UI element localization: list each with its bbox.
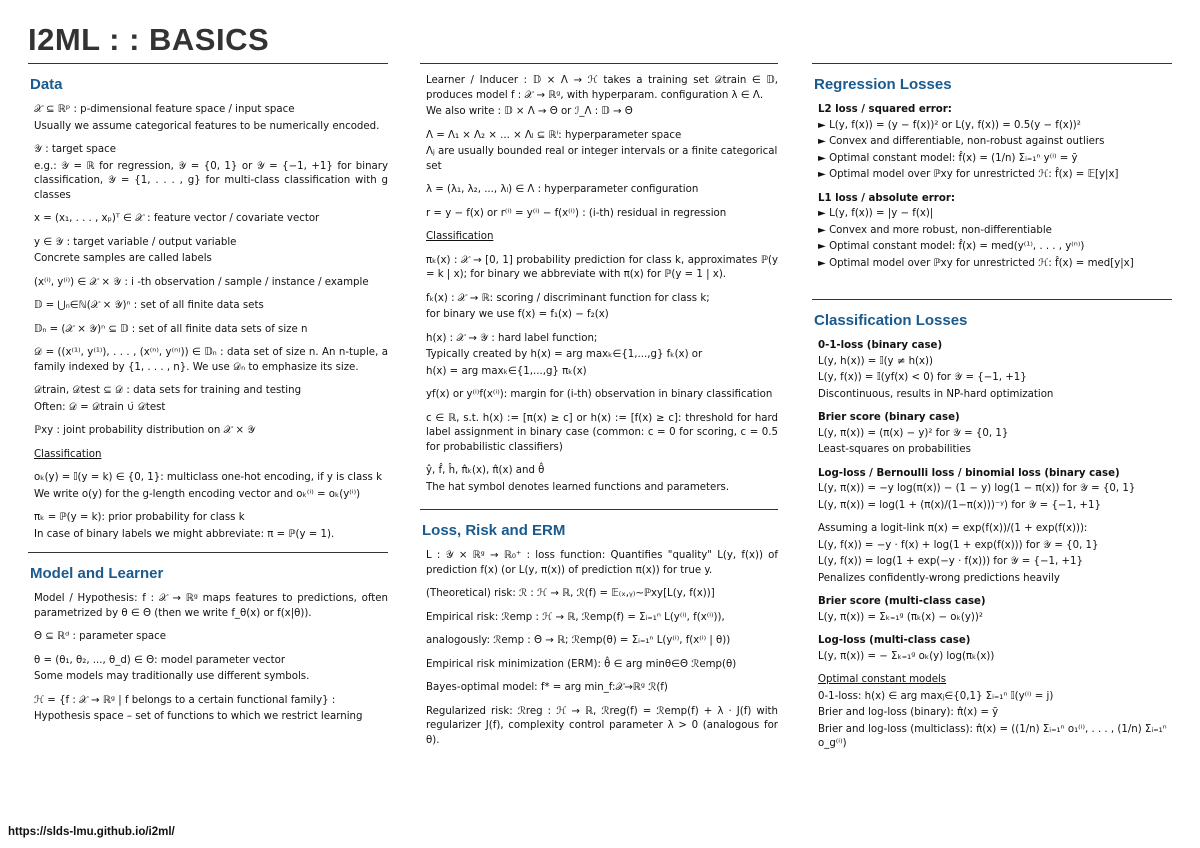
loss-name: Brier score (binary case)	[818, 412, 960, 423]
subheading: Optimal constant models	[818, 674, 947, 685]
text-line: ℙxy : joint probability distribution on 𝒳 × 𝒴	[34, 425, 256, 436]
text-line: Penalizes confidently-wrong predictions heavily	[818, 572, 1060, 584]
text-line: 𝒟 = ((x⁽¹⁾, y⁽¹⁾), . . . , (x⁽ⁿ⁾, y⁽ⁿ⁾)) ∈ 𝔻ₙ : data set of size n. An n-tuple, a family indexed by {1, . . . , n}. We use 𝒟ₙ to emphasize its size.	[34, 347, 388, 373]
text-line: Concrete samples are called labels	[34, 253, 212, 264]
text-line: In case of binary labels we might abbreviate: π = ℙ(y = 1).	[34, 528, 335, 540]
text-line: L : 𝒴 × ℝᵍ → ℝ₀⁺ : loss function: Quantifies "quality" L(y, f(x)) of prediction f(x) (or L(y, π(x)) of prediction π(x)) for true y.	[426, 550, 778, 576]
section-learner	[420, 63, 778, 495]
text-line: πₖ = ℙ(y = k): prior probability for class k	[34, 512, 245, 523]
footer-url: https://slds-lmu.github.io/i2ml/	[8, 826, 175, 838]
text-line: Λ = Λ₁ × Λ₂ × ... × Λₗ ⊆ ℝˡ: hyperparameter space	[426, 129, 682, 141]
bullet-item: ► L(y, f(x)) = (y − f(x))² or L(y, f(x)) = 0.5(y − f(x))²	[818, 119, 1081, 131]
text-line: Model / Hypothesis: f : 𝒳 → ℝᵍ maps features to predictions, often parametrized by θ ∈ Θ (then we write f_θ(x) or f(x|θ)).	[34, 593, 388, 619]
subheading: Classification	[426, 231, 494, 242]
text-line: Discontinuous, results in NP-hard optimization	[818, 388, 1054, 400]
text-line: y ∈ 𝒴 : target variable / output variable	[34, 236, 237, 248]
page-title: I2ML : : BASICS	[28, 22, 270, 57]
text-line: L(y, π(x)) = Σₖ₌₁ᵍ (πₖ(x) − oₖ(y))²	[818, 611, 983, 623]
text-line: Λⱼ are usually bounded real or integer intervals or a finite categorical set	[426, 146, 778, 172]
text-line: (Theoretical) risk: ℛ : ℋ → ℝ, ℛ(f) = 𝔼₍ₓ,ᵧ₎∼ℙxy[L(y, f(x))]	[426, 588, 715, 599]
subheading: Classification	[34, 448, 102, 460]
section-heading: Regression Losses	[814, 76, 952, 93]
text-line: πₖ(x) : 𝒳 → [0, 1] probability prediction for class k, approximates ℙ(y = k | x); for binary we abbreviate with π(x) for ℙ(y = 1 | x).	[426, 254, 778, 280]
loss-name: Log-loss / Bernoulli loss / binomial loss (binary case)	[818, 467, 1120, 479]
text-line: 0-1-loss: h(x) ∈ arg maxⱼ∈{0,1} Σᵢ₌₁ⁿ 𝕀(y⁽ⁱ⁾ = j)	[818, 690, 1054, 702]
bullet-item: ► Convex and differentiable, non-robust against outliers	[818, 136, 1105, 147]
text-line: Brier and log-loss (binary): π̂(x) = ȳ	[818, 707, 999, 718]
section-heading: Data	[30, 76, 63, 93]
text-line: (x⁽ⁱ⁾, y⁽ⁱ⁾) ∈ 𝒳 × 𝒴 : i -th observation / sample / instance / example	[34, 276, 369, 288]
text-line: h(x) : 𝒳 → 𝒴 : hard label function;	[426, 332, 598, 344]
text-line: for binary we use f(x) = f₁(x) − f₂(x)	[426, 309, 609, 320]
text-line: Regularized risk: ℛreg : ℋ → ℝ, ℛreg(f) = ℛemp(f) + λ · J(f) with regularizer J(f), complexity control parameter λ > 0 (analogous for θ).	[426, 705, 778, 746]
text-line: 𝒴 : target space	[34, 144, 116, 155]
text-line: L(y, f(x)) = 𝕀(yf(x) < 0) for 𝒴 = {−1, +1}	[818, 372, 1027, 383]
column-middle	[420, 63, 778, 757]
column-left	[28, 63, 388, 734]
loss-name: Log-loss (multi-class case)	[818, 635, 971, 646]
text-line: analogously: ℛemp : Θ → ℝ; ℛemp(θ) = Σᵢ₌₁ⁿ L(y⁽ⁱ⁾, f(x⁽ⁱ⁾ | θ))	[426, 635, 731, 646]
text-line: fₖ(x) : 𝒳 → ℝ: scoring / discriminant function for class k;	[426, 292, 710, 304]
text-line: Bayes-optimal model: f* = arg min_f:𝒳→ℝᵍ ℛ(f)	[426, 682, 668, 693]
section-regression-losses	[812, 63, 1172, 271]
loss-name: L2 loss / squared error:	[818, 104, 952, 115]
text-line: θ = (θ₁, θ₂, ..., θ_d) ∈ Θ: model parameter vector	[34, 654, 286, 666]
loss-name: Brier score (multi-class case)	[818, 596, 986, 607]
text-line: x = (x₁, . . . , xₚ)ᵀ ∈ 𝒳 : feature vector / covariate vector	[34, 213, 320, 224]
text-line: h(x) = arg maxₖ∈{1,...,g} πₖ(x)	[426, 365, 587, 377]
loss-name: 0-1-loss (binary case)	[818, 340, 943, 351]
text-line: We also write : 𝔻 × Λ → Θ or ℐ_Λ : 𝔻 → Θ	[426, 106, 633, 117]
text-line: Empirical risk minimization (ERM): θ̂ ∈ arg minθ∈Θ ℛemp(θ)	[426, 658, 737, 670]
text-line: ŷ, f̂, ĥ, π̂ₖ(x), π̂(x) and θ̂	[426, 465, 545, 476]
bullet-item: ► L(y, f(x)) = |y − f(x)|	[818, 208, 934, 219]
text-line: 𝒟train, 𝒟test ⊆ 𝒟 : data sets for training and testing	[34, 385, 302, 396]
section-classification-losses	[812, 299, 1172, 752]
text-line: yf(x) or y⁽ⁱ⁾f(x⁽ⁱ⁾): margin for (i-th) observation in binary classification	[426, 389, 773, 400]
loss-name: L1 loss / absolute error:	[818, 192, 955, 204]
bullet-item: ► Optimal constant model: f̂(x) = med(y⁽¹⁾, . . . , y⁽ⁿ⁾)	[818, 241, 1085, 252]
text-line: Typically created by h(x) = arg maxₖ∈{1,...,g} fₖ(x) or	[426, 349, 703, 360]
text-line: c ∈ ℝ, s.t. h(x) := [π(x) ≥ c] or h(x) := [f(x) ≥ c]: threshold for hard label assignment in binary case (common: c = 0 for scoring, c = 0.5 for probabilistic classifiers)	[426, 412, 778, 453]
text-line: L(y, f(x)) = −y · f(x) + log(1 + exp(f(x))) for 𝒴 = {0, 1}	[818, 539, 1099, 551]
text-line: ℋ = {f : 𝒳 → ℝᵍ | f belongs to a certain functional family} :	[34, 694, 336, 706]
text-line: Often: 𝒟 = 𝒟train ∪̇ 𝒟test	[34, 401, 166, 413]
text-line: e.g.: 𝒴 = ℝ for regression, 𝒴 = {0, 1} or 𝒴 = {−1, +1} for binary classification, 𝒴 = {1, . . . , g} for multi-class classification with g classes	[34, 160, 388, 201]
text-line: Brier and log-loss (multiclass): π̂(x) = ((1/n) Σᵢ₌₁ⁿ o₁⁽ⁱ⁾, . . . , (1/n) Σᵢ₌₁ⁿ o_g⁽ⁱ⁾)	[818, 723, 1167, 749]
text-line: λ = (λ₁, λ₂, ..., λₗ) ∈ Λ : hyperparameter configuration	[426, 184, 699, 195]
section-heading: Loss, Risk and ERM	[422, 522, 566, 539]
text-line: 𝒳 ⊆ ℝᵖ : p-dimensional feature space / input space	[34, 104, 295, 115]
text-line: 𝔻ₙ = (𝒳 × 𝒴)ⁿ ⊆ 𝔻 : set of all finite data sets of size n	[34, 323, 308, 335]
text-line: r = y − f(x) or r⁽ⁱ⁾ = y⁽ⁱ⁾ − f(x⁽ⁱ⁾) : (i-th) residual in regression	[426, 207, 727, 219]
text-line: Hypothesis space – set of functions to which we restrict learning	[34, 711, 363, 722]
section-data	[28, 63, 388, 542]
bullet-item: ► Convex and more robust, non-differentiable	[818, 224, 1052, 236]
bullet-item: ► Optimal model over ℙxy for unrestricted ℋ: f̂(x) = 𝔼[y|x]	[818, 169, 1119, 180]
text-line: Empirical risk: ℛemp : ℋ → ℝ, ℛemp(f) = Σᵢ₌₁ⁿ L(y⁽ⁱ⁾, f(x⁽ⁱ⁾)),	[426, 611, 725, 623]
text-line: Usually we assume categorical features to be numerically encoded.	[34, 120, 380, 132]
text-line: L(y, π(x)) = (π(x) − y)² for 𝒴 = {0, 1}	[818, 427, 1009, 439]
text-line: Learner / Inducer : 𝔻 × Λ → ℋ takes a training set 𝒟train ∈ 𝔻, produces model f : 𝒳 → ℝᵍ, with hyperparam. configuration λ ∈ Λ.	[426, 75, 778, 101]
text-line: 𝔻 = ⋃ₙ∈ℕ(𝒳 × 𝒴)ⁿ : set of all finite data sets	[34, 300, 264, 311]
text-line: Θ ⊆ ℝᵈ : parameter space	[34, 631, 167, 642]
section-model-learner	[28, 552, 388, 725]
text-line: oₖ(y) = 𝕀(y = k) ∈ {0, 1}: multiclass one-hot encoding, if y is class k	[34, 472, 382, 483]
text-line: L(y, π(x)) = log(1 + (π(x)/(1−π(x)))⁻ʸ) for 𝒴 = {−1, +1}	[818, 499, 1101, 511]
bullet-item: ► Optimal model over ℙxy for unrestricted ℋ: f̂(x) = med[y|x]	[818, 257, 1134, 269]
text-line: L(y, f(x)) = log(1 + exp(−y · f(x))) for 𝒴 = {−1, +1}	[818, 556, 1084, 567]
bullet-item: ► Optimal constant model: f̂(x) = (1/n) Σᵢ₌₁ⁿ y⁽ⁱ⁾ = ȳ	[818, 152, 1078, 164]
section-heading: Model and Learner	[30, 565, 164, 582]
text-line: L(y, π(x)) = − Σₖ₌₁ᵍ oₖ(y) log(πₖ(x))	[818, 650, 995, 662]
text-line: L(y, π(x)) = −y log(π(x)) − (1 − y) log(1 − π(x)) for 𝒴 = {0, 1}	[818, 483, 1136, 494]
text-line: Least-squares on probabilities	[818, 444, 971, 455]
section-loss-risk-erm	[420, 509, 778, 748]
column-right	[812, 63, 1172, 761]
text-line: L(y, h(x)) = 𝕀(y ≠ h(x))	[818, 355, 934, 367]
text-line: Some models may traditionally use different symbols.	[34, 671, 310, 682]
text-line: We write o(y) for the g-length encoding vector and oₖ⁽ⁱ⁾ = oₖ(y⁽ⁱ⁾)	[34, 488, 361, 500]
text-line: The hat symbol denotes learned functions and parameters.	[426, 481, 730, 493]
text-line: Assuming a logit-link π(x) = exp(f(x))/(1 + exp(f(x))):	[818, 523, 1088, 534]
section-heading: Classification Losses	[814, 312, 968, 329]
